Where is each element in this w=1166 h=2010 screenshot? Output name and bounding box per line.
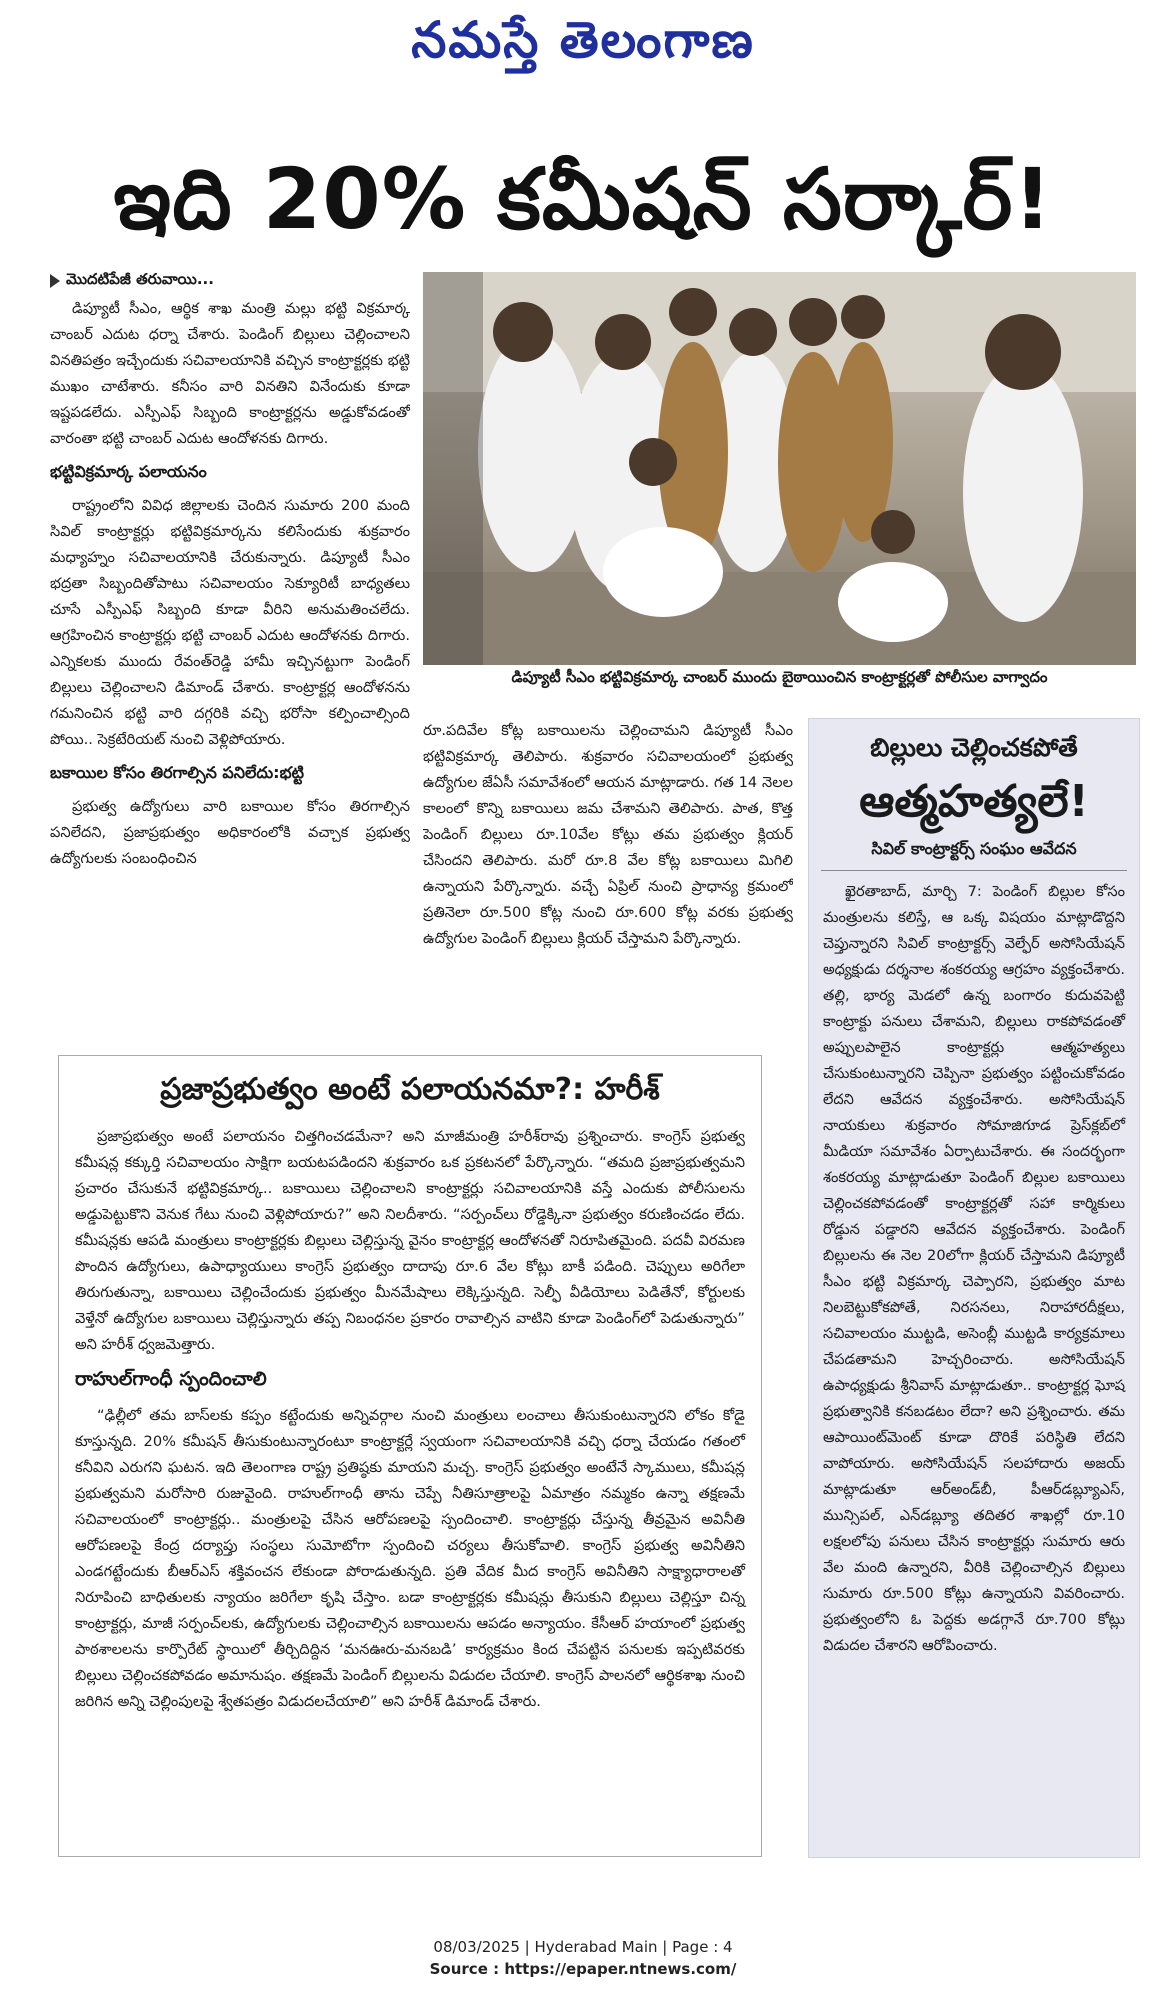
sidebar-body [809,871,1139,1839]
sidebar-kicker: బిల్లులు చెల్లించకపోతే [870,733,1078,762]
middle-column [423,718,793,1048]
sidebar-subhead: సివిల్ కాంట్రాక్టర్స్ సంఘం ఆవేదన [821,839,1127,871]
footer-date-edition: 08/03/2025 | Hyderabad Main | Page : 4 [433,1938,733,1956]
left-para-3: ప్రభుత్వ ఉద్యోగులు వారి బకాయిల కోసం తిరగాల్సిన పనిలేదని, ప్రజాప్రభుత్వం అధికారంలోకి వచ్చాక ప్రభుత్వ ఉద్యోగులకు సంబంధించిన [50,798,410,867]
continuation-kicker [50,270,410,292]
sidebar-headline: ఆత్మహత్యలే! [859,776,1089,827]
masthead-logo: నమస్తే తెలంగాణ [411,10,755,69]
kicker-text: మొదటిపేజీ తరువాయి... [66,270,214,288]
triangle-icon [50,274,60,288]
left-column [50,270,410,1050]
harish-box [58,1055,762,1857]
left-subhead-2: బకాయిల కోసం తిరగాల్సిన పనిలేదు:భట్టి [50,763,304,782]
middle-para: రూ.పదివేల కోట్ల బకాయిలను చెల్లించామని డిప్యూటీ సీఎం భట్టివిక్రమార్క తెలిపారు. శుక్రవారం సచివాలయంలో ప్రభుత్వ ఉద్యోగుల జేఏసీ సమావేశంలో ఆయన మాట్లాడారు. గత 14 నెలల కాలంలో కొన్ని బకాయిలు జమ చేశామని తెలిపారు. పాత, కొత్త పెండింగ్ బిల్లులు రూ.10వేల కోట్లు తమ ప్రభుత్వం క్లియర్ చేసిందని తెలిపారు. మరో రూ.8 వేల కోట్ల బకాయిలు మిగిలి ఉన్నాయని పేర్కొన్నారు. వచ్చే ఏప్రిల్ నుంచి ప్రాధాన్య క్రమంలో ప్రతినెలా రూ.500 కోట్ల నుంచి రూ.600 కోట్ల వరకు ప్రభుత్వ ఉద్యోగుల పెండింగ్ బిల్లులు క్లియర్ చేస్తామని పేర్కొన్నారు. [423,722,793,947]
page-footer [0,1936,1166,1980]
page-headline: ఇది 20% కమీషన్ సర్కార్! [113,150,1053,248]
left-para-2: రాష్ట్రంలోని వివిధ జిల్లాలకు చెందిన సుమారు 200 మంది సివిల్ కాంట్రాక్టర్లు భట్టివిక్రమార్కను కలిసేందుకు శుక్రవారం మధ్యాహ్నం సచివాలయానికి చేరుకున్నారు. డిప్యూటీ సీఎం భద్రతా సిబ్బందితోపాటు సచివాలయం సెక్యూరిటీ బాధ్యతలు చూసే ఎస్పీఎఫ్ సిబ్బంది కూడా వీరిని అనుమతించలేదు. ఆగ్రహించిన కాంట్రాక్టర్లు భట్టి చాంబర్ ఎదుట ఆందోళనకు దిగారు. ఎన్నికలకు ముందు రేవంత్‌రెడ్డి హామీ ఇచ్చినట్టుగా పెండింగ్ బిల్లులు చెల్లించాలని డిమాండ్ చేశారు. కాంట్రాక్టర్ల ఆందోళనను గమనించిన భట్టి వారి దగ్గరికి వచ్చి భరోసా కల్పించాల్సింది పోయి.. సెక్రటేరియట్ నుంచి వెళ్లిపోయారు. [50,497,410,748]
sidebar-para: ఖైరతాబాద్, మార్చి 7: పెండింగ్ బిల్లుల కోసం మంత్రులను కలిస్తే, ఆ ఒక్క విషయం మాట్లాడొద్దని చెప్తున్నారని సివిల్ కాంట్రాక్టర్స్ వెల్ఫేర్ అసోసియేషన్ అధ్యక్షుడు దర్శనాల శంకరయ్య ఆగ్రహం వ్యక్తంచేశారు. తల్లి, భార్య మెడలో ఉన్న బంగారం కుదువపెట్టి కాంట్రాక్టు పనులు చేశామని, బిల్లులు రాకపోవడంతో అప్పులపాలైన కాంట్రాక్టర్లు ఆత్మహత్యలు చేసుకుంటున్నారని చెప్పినా ప్రభుత్వం పట్టించుకోవడం లేదని ఆవేదన వ్యక్తంచేశారు. అసోసియేషన్ నాయకులు శుక్రవారం సోమాజిగూడ ప్రెస్‌క్లబ్‌లో మీడియా సమావేశం ఏర్పాటుచేశారు. ఈ సందర్భంగా శంకరయ్య మాట్లాడుతూ పెండింగ్ బిల్లుల బకాయిలు చెల్లించకపోవడంతో కాంట్రాక్టర్లతో సహా కార్మికులు రోడ్డున పడ్డారని ఆవేదన వ్యక్తంచేశారు. పెండింగ్ బిల్లులను ఈ నెల 20లోగా క్లియర్ చేస్తామని డిప్యూటీ సీఎం భట్టి విక్రమార్క చెప్పారని, ప్రభుత్వం మాట నిలబెట్టుకోకపోతే, నిరసనలు, నిరాహారదీక్షలు, సచివాలయం ముట్టడి, అసెంబ్లీ ముట్టడి కార్యక్రమాలు చేపడతామని హెచ్చరించారు. అసోసియేషన్ ఉపాధ్యక్షుడు శ్రీనివాస్ మాట్లాడుతూ.. కాంట్రాక్టర్ల ఘోష ప్రభుత్వానికి కనబడటం లేదా? అని ప్రశ్నించారు. తమ ఆపాయింట్‌మెంట్ కూడా దొరికే పరిస్థితి లేదని వాపోయారు. అసోసియేషన్ సలహాదారు అజయ్ మాట్లాడుతూ ఆర్అండ్‌బీ, పీఆర్‌డబ్ల్యూఎస్, మున్సిపల్, ఎన్‌డబ్ల్యూ తదితర శాఖల్లో రూ.10 లక్షలలోపు పనులు చేసిన కాంట్రాక్టర్లు సుమారు ఆరు వేల మంది ఉన్నారని, వీరికి చెల్లించాల్సిన బిల్లులు సుమారు రూ.500 కోట్లు ఉన్నాయని వివరించారు. ప్రభుత్వంలోని ఓ పెద్దకు అడగ్గానే రూ.700 కోట్లు విడుదల చేశారని ఆరోపించారు. [823,883,1125,1654]
box-body [59,1124,761,1839]
photo-illustration [423,272,1136,665]
box-headline: ప్రజాప్రభుత్వం అంటే పలాయనమా?: హరీశ్ [160,1072,660,1107]
news-photo [423,272,1136,665]
box-subhead: రాహుల్‌గాంధీ స్పందించాలి [75,1368,267,1390]
sidebar-box [808,718,1140,1858]
box-para-2: “ఢిల్లీలో తమ బాస్‌లకు కప్పం కట్టేందుకు అన్నివర్గాల నుంచి మంత్రులు లంచాలు తీసుకుంటున్నారని లోకం కోడై కూస్తున్నది. 20% కమీషన్ తీసుకుంటున్నారంటూ కాంట్రాక్టర్లే స్వయంగా సచివాలయానికి వచ్చి ధర్నా చేయడం గతంలో కనీవిని ఎరుగని ఘటన. ఇది తెలంగాణ రాష్ట్ర ప్రతిష్ఠకు మాయని మచ్చ. కాంగ్రెస్ ప్రభుత్వం అంటేనే స్కాములు, కమీషన్ల ప్రభుత్వమని మరోసారి రుజువైంది. రాహుల్‌గాంధీ తాను చెప్పే నీతిసూత్రాలపై ఏమాత్రం నమ్మకం ఉన్నా తక్షణమే సచివాలయంలో కాంట్రాక్టర్లు.. మంత్రులపై చేసిన ఆరోపణలపై స్పందించాలి. కాంట్రాక్టర్లు చేస్తున్న తీవ్రమైన అవినీతి ఆరోపణలపై కేంద్ర దర్యాప్తు సంస్థలు సుమోటోగా స్పందించి చర్యలు తీసుకోవాలి. కాంగ్రెస్ ప్రభుత్వ అవినీతిని ఎండగట్టేందుకు బీఆర్ఎస్ శక్తివంచన లేకుండా పోరాడుతున్నది. ప్రతి వేదిక మీద కాంగ్రెస్ అవినీతిని సాక్ష్యాధారాలతో నిరూపించి బాధితులకు న్యాయం జరిగేలా కృషి చేస్తాం. బడా కాంట్రాక్టర్లకు కమీషన్లు తీసుకుని బిల్లులు చెల్లిస్తూ చిన్న కాంట్రాక్టర్లు, మాజీ సర్పంచ్‌లకు, ఉద్యోగులకు చెల్లించాల్సిన బకాయిలను ఆపడం అన్యాయం. కేసీఆర్ హయాంలో ప్రభుత్వ పాఠశాలలను కార్పొరేట్ స్థాయిలో తీర్చిదిద్దిన ‘మనఊరు-మనబడి’ కార్యక్రమం కింద చేపట్టిన పనులకు ఇప్పటివరకు బిల్లులు చెల్లించకపోవడం అమానుషం. తక్షణమే పెండింగ్ బిల్లులను విడుదల చేయాలి. కాంగ్రెస్ పాలనలో ఆర్థికశాఖ నుంచి జరిగిన అన్ని చెల్లింపులపై శ్వేతపత్రం విడుదలచేయాలి” అని హరీశ్ డిమాండ్ చేశారు. [75,1407,745,1710]
footer-source: Source : https://epaper.ntnews.com/ [429,1960,737,1978]
photo-caption: డిప్యూటీ సీఎం భట్టివిక్రమార్క చాంబర్ ముందు బైఠాయించిన కాంట్రాక్టర్లతో పోలీసుల వాగ్వాదం [511,668,1048,686]
box-para-1: ప్రజాప్రభుత్వం అంటే పలాయనం చిత్తగించడమేనా? అని మాజీమంత్రి హరీశ్‌రావు ప్రశ్నించారు. కాంగ్రెస్ ప్రభుత్వ కమీషన్ల కక్కుర్తి సచివాలయం సాక్షిగా బయటపడిందని శుక్రవారం ఒక ప్రకటనలో పేర్కొన్నారు. “తమది ప్రజాప్రభుత్వమని ప్రచారం చేసుకునే భట్టివిక్రమార్క.. బకాయిలు చెల్లించాలని కాంట్రాక్టర్లు సచివాలయానికి వస్తే ఎందుకు పోలీసులను అడ్డుపెట్టుకొని వెనుక గేటు నుంచి వెళ్లిపోయారు?” అని నిలదీశారు. “సర్పంచ్‌లు రోడ్డెక్కినా ప్రభుత్వం కరుణించడం లేదు. కమీషన్లకు ఆపడి మంత్రులు కాంట్రాక్టర్లకు బిల్లులు చెల్లిస్తున్న వైనం కాంట్రాక్టర్ల ఆందోళనతో నిరూపితమైంది. పదవీ విరమణ పొందిన ఉద్యోగులు, ఉపాధ్యాయులు కాంగ్రెస్ ప్రభుత్వం దాదాపు రూ.6 వేల కోట్లు బాకీ పడింది. చెప్పులు అరిగేలా తిరుగుతున్నా, బకాయిలు చెల్లించేందుకు ప్రభుత్వం మీనమేషాలు లెక్కిస్తున్నది. సెల్ఫీ వీడియోలు పెడితేనో, కోర్టులకు వెళ్తేనో ఉద్యోగుల బకాయిలు చెల్లిస్తున్నారు తప్ప నిబంధనల ప్రకారం రావాల్సిన వాటిని కూడా పెండింగ్‌లో పెడుతున్నారు” అని హరీశ్ ధ్వజమెత్తారు. [75,1128,746,1353]
left-subhead-1: భట్టివిక్రమార్క పలాయనం [50,462,207,481]
left-para-1: డిప్యూటీ సీఎం, ఆర్థిక శాఖ మంత్రి మల్లు భట్టి విక్రమార్క చాంబర్ ఎదుట ధర్నా చేశారు. పెండింగ్ బిల్లులు చెల్లించాలని వినతిపత్రం ఇచ్చేందుకు సచివాలయానికి వచ్చిన కాంట్రాక్టర్లకు భట్టి ముఖం చాటేశారు. కనీసం వారి వినతిని వినేందుకు కూడా ఇష్టపడలేదు. ఎస్పీఎఫ్ సిబ్బంది కాంట్రాక్టర్లను అడ్డుకోవడంతో వారంతా భట్టి చాంబర్ ఎదుట ఆందోళనకు దిగారు. [50,300,410,447]
